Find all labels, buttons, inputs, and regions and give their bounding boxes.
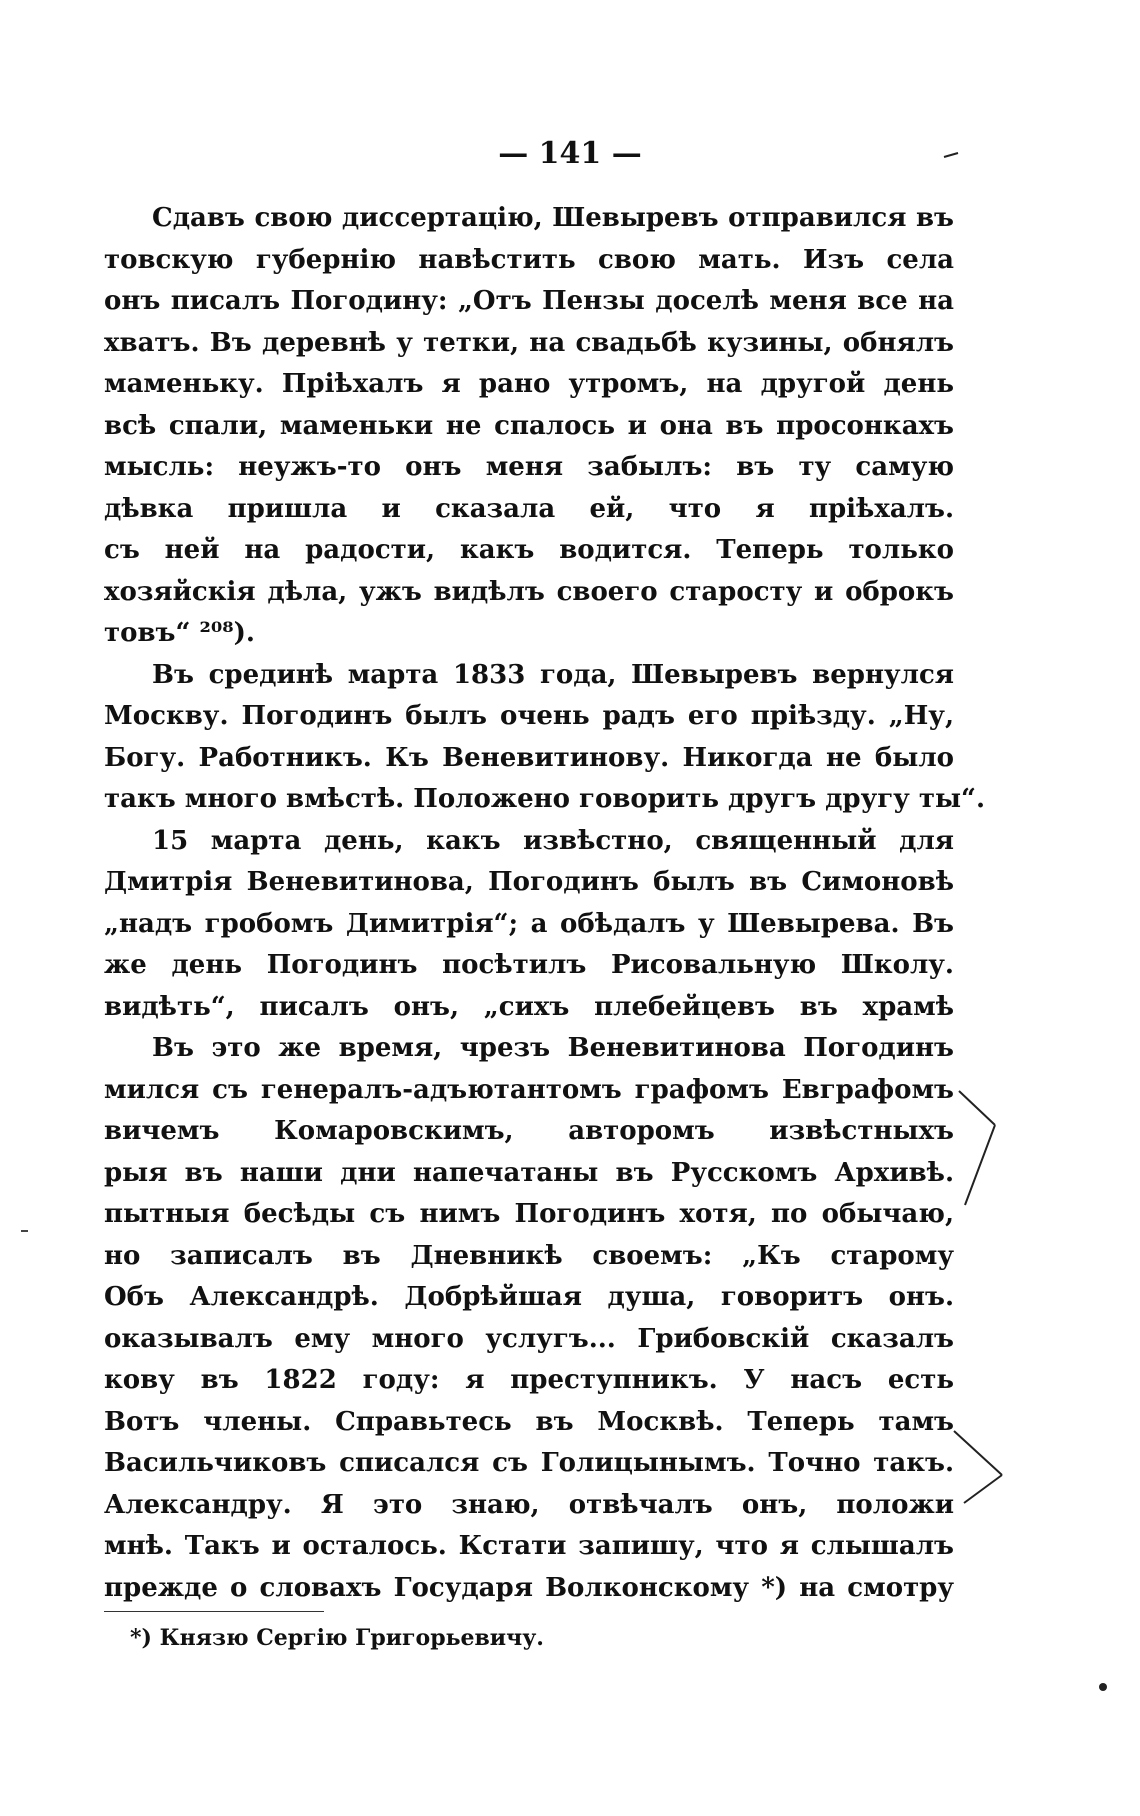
text-line: дѣвка пришла и сказала ей, что я пріѣхалъ. [104,493,954,524]
text-line: Александру. Я это знаю, отвѣчалъ онъ, положи [104,1489,954,1520]
text-line: хватъ. Въ деревнѣ у тетки, на свадьбѣ кузины, обнялъ [104,327,954,358]
text-line: Богу. Работникъ. Къ Веневитинову. Никогда не было [104,742,954,773]
page-number: — 141 — [498,136,642,171]
margin-dot [1096,1680,1110,1694]
footnote: *) Князю Сергію Григорьевичу. [130,1625,544,1651]
text-line: хозяйскія дѣла, ужъ видѣлъ своего старосту и оброкъ [104,576,954,607]
margin-dash [20,1228,30,1234]
text-line: Объ Александрѣ. Добрѣйшая душа, говоритъ онъ. [104,1282,954,1312]
text-line: онъ писалъ Погодину: „Отъ Пензы доселѣ меня все на [104,286,954,316]
text-line: Въ это же время, чрезъ Веневитинова Погодинъ [152,1033,954,1063]
text-line: оказывалъ ему много услугъ... Грибовскій сказалъ [104,1323,954,1354]
text-line: Вотъ члены. Справьтесь въ Москвѣ. Теперь тамъ [104,1406,954,1437]
margin-check-mark-lower [950,1425,1010,1505]
text-line: съ ней на радости, какъ водится. Теперь только [104,535,954,565]
text-line: мысль: неужъ-то онъ меня забылъ: въ ту самую [104,452,954,482]
text-line: же день Погодинъ посѣтилъ Рисовальную Школу. [104,950,954,980]
text-line: Москву. Погодинъ былъ очень радъ его пріѣзду. „Ну, [104,701,954,731]
text-line: Въ срединѣ марта 1833 года, Шевыревъ вернулся [152,659,954,690]
text-line: вичемъ Комаровскимъ, авторомъ извѣстныхъ [104,1116,954,1146]
text-line: „надъ гробомъ Димитрія“; а обѣдалъ у Шевырева. Въ [104,908,954,939]
text-line: Васильчиковъ списался съ Голицынымъ. Точно такъ. [104,1448,954,1478]
text-line: 15 марта день, какъ извѣстно, священный для [152,825,954,856]
text-line: рыя въ наши дни напечатаны въ Русскомъ Архивѣ. [104,1157,954,1188]
text-line: Дмитрія Веневитинова, Погодинъ былъ въ Симоновѣ [104,867,954,897]
text-line: мнѣ. Такъ и осталось. Кстати запишу, что я слышалъ [104,1531,954,1561]
margin-check-mark-upper [955,1085,1015,1215]
text-line: прежде о словахъ Государя Волконскому *) на смотру [104,1572,954,1603]
text-line: товскую губернію навѣстить свою мать. Изъ села [104,244,954,275]
text-line: но записалъ въ Дневникѣ своемъ: „Къ старому [104,1240,954,1271]
text-line: кову въ 1822 году: я преступникъ. У насъ есть [104,1365,954,1395]
text-line: мился съ генералъ-адъютантомъ графомъ Евграфомъ [104,1074,954,1105]
text-line: пытныя бесѣды съ нимъ Погодинъ хотя, по обычаю, [104,1199,954,1229]
text-line: всѣ спали, маменьки не спалось и она въ просонкахъ [104,410,954,441]
text-line: Сдавъ свою диссертацію, Шевыревъ отправился въ [152,203,954,233]
text-line: товъ“ ²⁰⁸). [104,618,255,648]
text-line: такъ много вмѣстѣ. Положено говорить другъ другу ты“. [104,784,986,814]
text-line: маменьку. Пріѣхалъ я рано утромъ, на другой день [104,369,954,399]
text-line: видѣть“, писалъ онъ, „сихъ плебейцевъ въ храмѣ [104,991,954,1022]
body-text [104,198,986,1609]
footnote-divider [104,1611,324,1612]
